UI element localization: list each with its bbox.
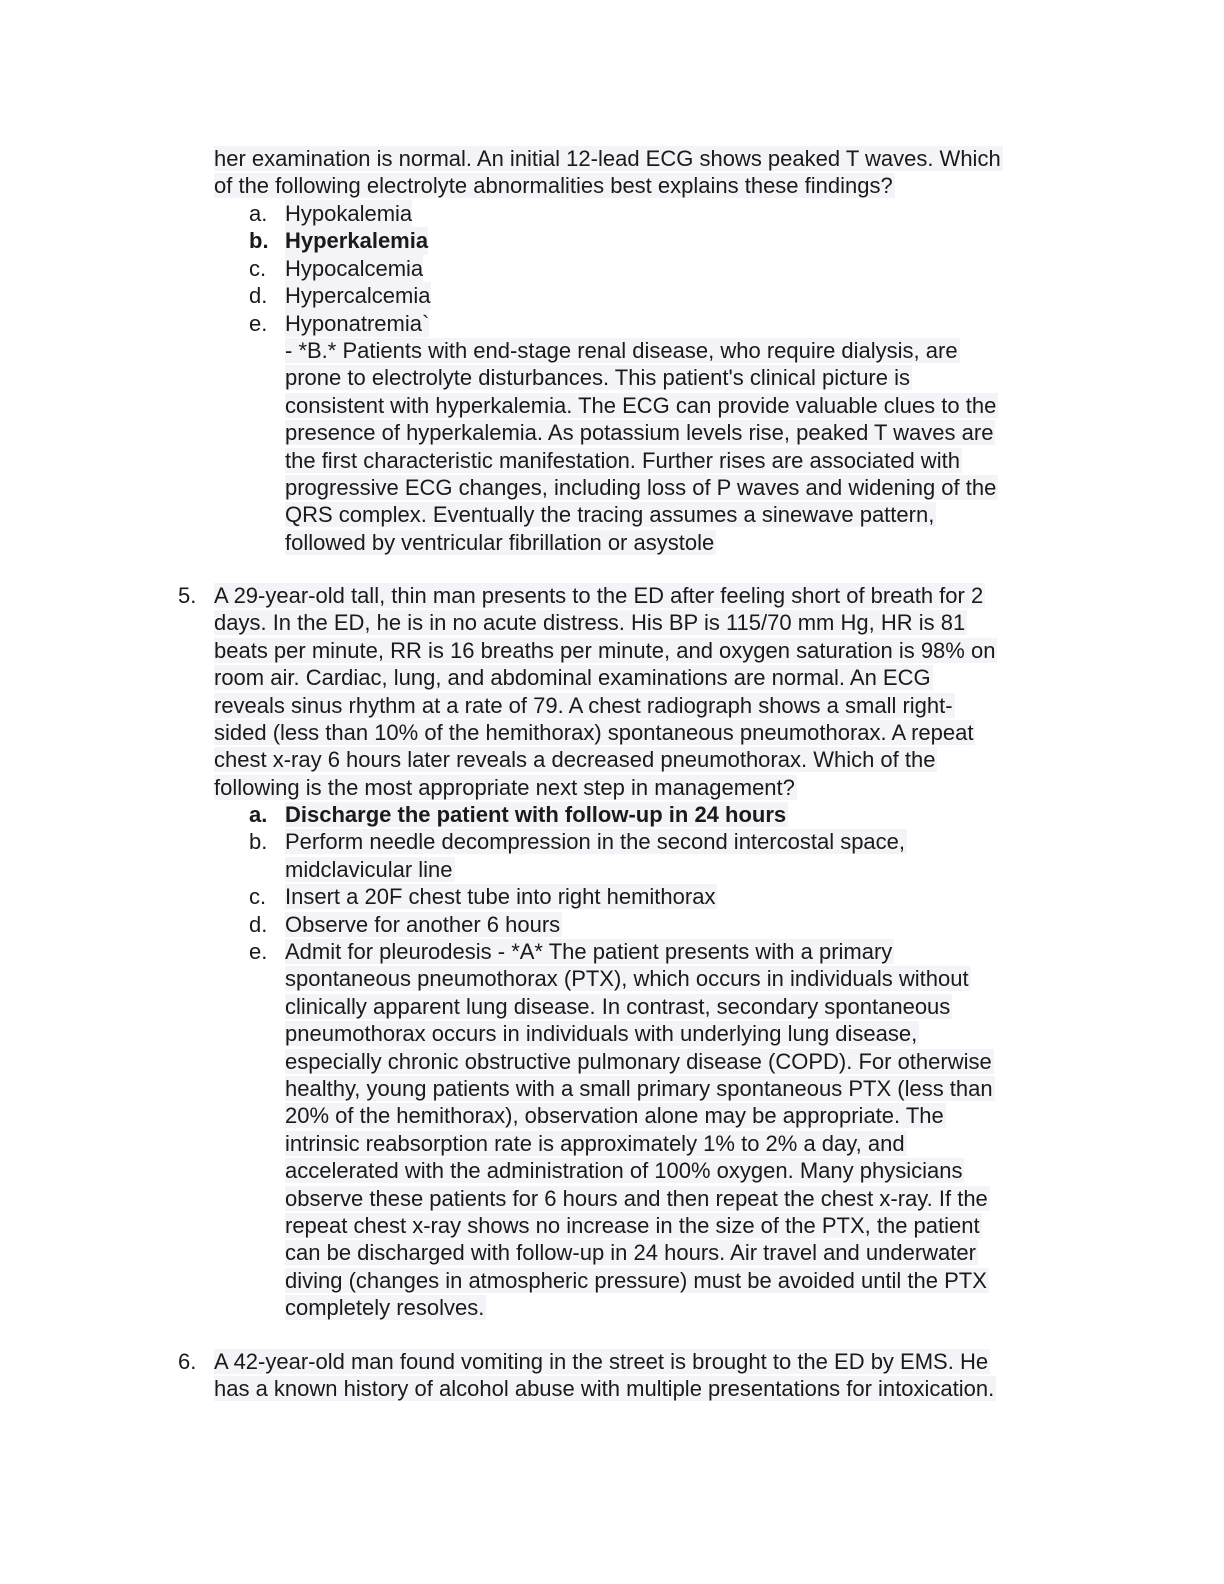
question-stem <box>214 145 1003 200</box>
stem-line: of the following electrolyte abnormalities best explains these findings? <box>214 173 893 199</box>
stem-line: her examination is normal. An initial 12-lead ECG shows peaked T waves. Which <box>214 146 1001 171</box>
option-text: Observe for another 6 hours <box>285 911 561 937</box>
explanation-line: presence of hyperkalemia. As potassium levels rise, peaked T waves are <box>285 420 994 446</box>
option-text: midclavicular line <box>285 856 453 882</box>
stem-line: has a known history of alcohol abuse with multiple presentations for intoxication. <box>214 1376 995 1402</box>
question-6 <box>214 1348 996 1403</box>
explanation-line: diving (changes in atmospheric pressure) must be avoided until the PTX <box>285 1267 987 1293</box>
stem-line: days. In the ED, he is in no acute distress. His BP is 115/70 mm Hg, HR is 81 <box>214 610 966 636</box>
explanation-line: consistent with hyperkalemia. The ECG can provide valuable clues to the <box>285 392 997 418</box>
explanation-line: progressive ECG changes, including loss of P waves and widening of the <box>285 474 997 500</box>
option-letter: c. <box>249 884 267 910</box>
stem-line: room air. Cardiac, lung, and abdominal examinations are normal. An ECG <box>214 665 931 691</box>
stem-line: reveals sinus rhythm at a rate of 79. A chest radiograph shows a small right- <box>214 692 953 718</box>
explanation-line: the first characteristic manifestation. Further rises are associated with <box>285 447 960 473</box>
explanation-line: spontaneous pneumothorax (PTX), which occurs in individuals without <box>285 966 969 992</box>
explanation-line: repeat chest x-ray shows no increase in the size of the PTX, the patient <box>285 1212 980 1238</box>
option-text: Hypercalcemia <box>285 283 431 309</box>
explanation-line: Admit for pleurodesis - *A* The patient presents with a primary <box>285 939 893 964</box>
explanation-line: can be discharged with follow-up in 24 hours. Air travel and underwater <box>285 1240 976 1266</box>
explanation-line: completely resolves. <box>285 1295 485 1321</box>
question-4 <box>214 145 1003 200</box>
option-text: Hypocalcemia <box>285 255 424 281</box>
option-text: Hyperkalemia <box>285 228 429 254</box>
option-text: Insert a 20F chest tube into right hemithorax <box>285 884 716 910</box>
option-letter: e. <box>249 939 268 964</box>
option-text: Discharge the patient with follow-up in 24 hours <box>285 802 787 827</box>
answer-options <box>249 801 1069 1321</box>
explanation-line: especially chronic obstructive pulmonary disease (COPD). For otherwise <box>285 1048 992 1074</box>
answer-explanation <box>285 938 995 1321</box>
option-text: Perform needle decompression in the second intercostal space, <box>285 829 906 855</box>
option-letter: a. <box>249 802 268 827</box>
stem-line: following is the most appropriate next step in management? <box>214 774 795 800</box>
question-number: 5. <box>178 583 197 608</box>
option-letter: b. <box>249 829 268 855</box>
option-letter: d. <box>249 283 268 309</box>
explanation-line: prone to electrolyte disturbances. This patient's clinical picture is <box>285 365 910 391</box>
option-letter: d. <box>249 911 268 937</box>
stem-line: A 29-year-old tall, thin man presents to the ED after feeling short of breath for 2 <box>214 583 984 608</box>
stem-line: chest x-ray 6 hours later reveals a decreased pneumothorax. Which of the <box>214 747 936 773</box>
explanation-line: observe these patients for 6 hours and then repeat the chest x-ray. If the <box>285 1185 988 1211</box>
stem-line: beats per minute, RR is 16 breaths per minute, and oxygen saturation is 98% on <box>214 637 996 663</box>
option-letter: a. <box>249 201 268 226</box>
question-5 <box>214 582 997 801</box>
option-letter: e. <box>249 310 268 336</box>
stem-line: sided (less than 10% of the hemithorax) spontaneous pneumothorax. A repeat <box>214 719 974 745</box>
explanation-line: followed by ventricular fibrillation or asystole <box>285 529 715 555</box>
explanation-line: clinically apparent lung disease. In contrast, secondary spontaneous <box>285 993 951 1019</box>
explanation-line: - *B.* Patients with end-stage renal disease, who require dialysis, are <box>285 338 958 363</box>
question-number: 6. <box>178 1349 197 1374</box>
explanation-line: 20% of the hemithorax), observation alone may be appropriate. The <box>285 1103 944 1129</box>
option-letter: b. <box>249 228 269 254</box>
explanation-line: pneumothorax occurs in individuals with underlying lung disease, <box>285 1021 918 1047</box>
explanation-line: healthy, young patients with a small primary spontaneous PTX (less than <box>285 1075 993 1101</box>
explanation-line: intrinsic reabsorption rate is approximately 1% to 2% a day, and <box>285 1130 905 1156</box>
option-letter: c. <box>249 255 267 281</box>
stem-line: A 42-year-old man found vomiting in the street is brought to the ED by EMS. He <box>214 1349 989 1374</box>
option-text: Hypokalemia <box>285 201 413 226</box>
option-text: Hyponatremia` <box>285 310 430 336</box>
explanation-line: QRS complex. Eventually the tracing assumes a sinewave pattern, <box>285 502 935 528</box>
answer-explanation <box>285 337 998 556</box>
explanation-line: accelerated with the administration of 100% oxygen. Many physicians <box>285 1158 963 1184</box>
